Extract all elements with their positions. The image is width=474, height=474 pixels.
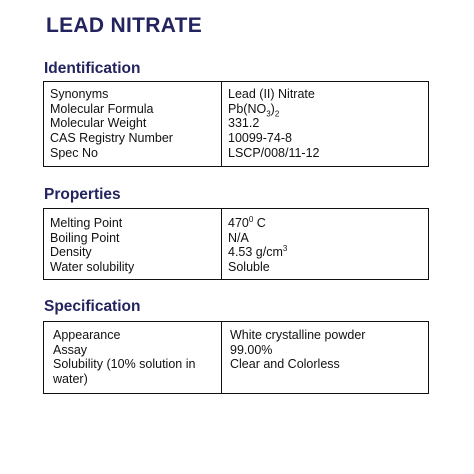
properties-labels — [50, 216, 134, 275]
properties-divider — [221, 209, 222, 279]
label-synonyms: Synonyms — [50, 87, 109, 101]
value-boiling-point: N/A — [228, 230, 249, 245]
value-cas-registry-number: 10099-74-8 — [228, 131, 292, 146]
label-cas-registry-number: CAS Registry Number — [50, 131, 173, 146]
identification-divider — [221, 82, 222, 166]
label-melting-point: Melting Point — [50, 216, 123, 230]
value-molecular-formula: $Pb(NO_3)_2$ — [228, 101, 280, 119]
label-molecular-formula: Molecular Formula — [50, 101, 154, 116]
label-solubility: Solubility (10% solution in water) — [53, 357, 196, 387]
specification-table — [43, 321, 429, 394]
value-melting-point: $470^0$ C — [228, 214, 266, 230]
label-assay: Assay — [53, 342, 88, 357]
value-water-solubility: Soluble — [228, 260, 270, 275]
label-density: Density — [50, 245, 92, 260]
identification-labels — [50, 87, 173, 161]
value-assay: 99.00% — [230, 342, 273, 357]
identification-values — [228, 87, 320, 161]
value-density: 4.53 $g/cm^3$ — [228, 244, 288, 260]
value-molecular-weight: 331.2 — [228, 116, 260, 131]
label-spec-no: Spec No — [50, 145, 98, 160]
value-spec-no: LSCP/008/11-12 — [228, 145, 320, 160]
specification-labels — [53, 328, 219, 387]
specification-values — [230, 328, 365, 372]
specification-heading: Specification — [44, 298, 141, 315]
label-water-solubility: Water solubility — [50, 260, 135, 275]
properties-table — [43, 208, 429, 280]
label-molecular-weight: Molecular Weight — [50, 116, 147, 131]
value-appearance: White crystalline powder — [230, 328, 366, 342]
properties-values — [228, 216, 287, 275]
identification-table — [43, 81, 429, 167]
properties-heading: Properties — [44, 186, 121, 203]
identification-heading: Identification — [44, 60, 141, 77]
specification-divider — [221, 322, 222, 393]
label-appearance: Appearance — [53, 328, 121, 342]
value-solubility: Clear and Colorless — [230, 357, 340, 372]
label-boiling-point: Boiling Point — [50, 230, 120, 245]
page-title: LEAD NITRATE — [46, 14, 203, 37]
value-synonyms: Lead (II) Nitrate — [228, 87, 315, 101]
